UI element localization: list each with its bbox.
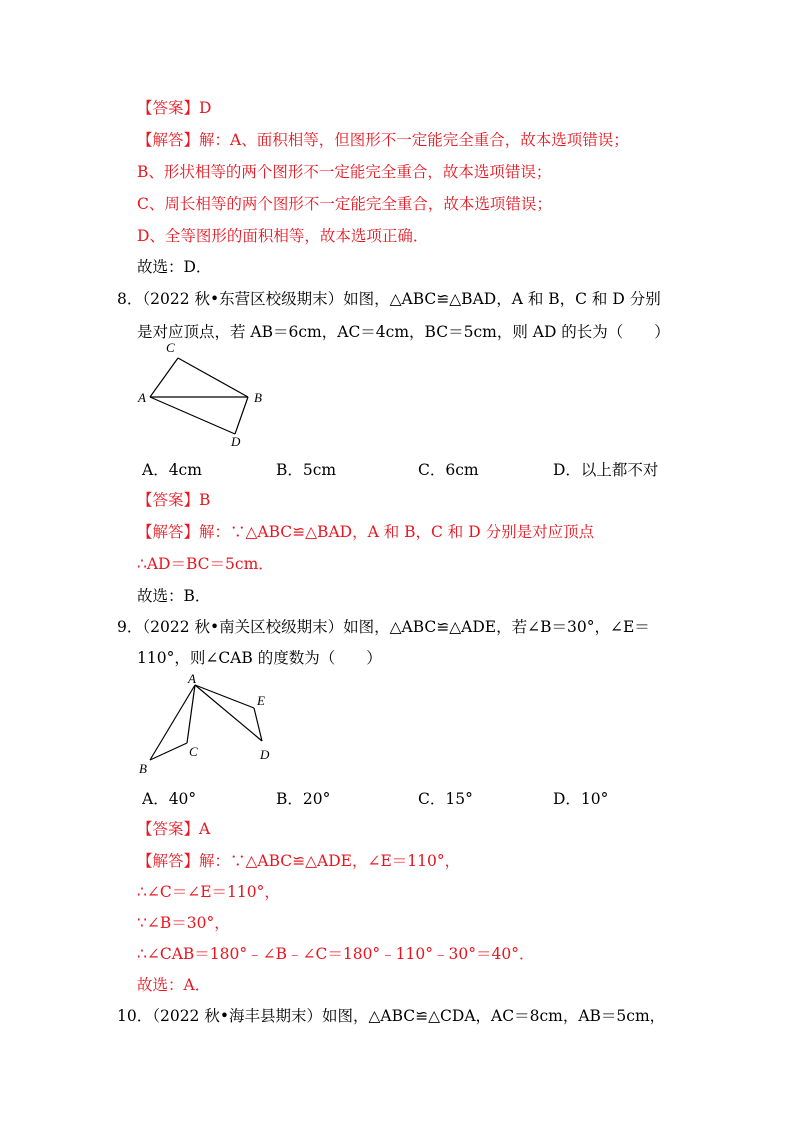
q9-segment-AC	[187, 685, 195, 743]
q9-answer: 【答案】A	[137, 820, 211, 838]
q9-analysis-line-4: ∴∠CAB＝180°﹣∠B﹣∠C＝180°﹣110°﹣30°＝40°．	[137, 945, 535, 963]
q7-analysis-line-2: B、形状相等的两个图形不一定能完全重合，故本选项错误；	[137, 163, 552, 181]
q7-answer: 【答案】D	[137, 99, 212, 117]
q8-stem-line-1: 8．（2022 秋•东营区校级期末）如图，△ABC≌△BAD，A 和 B，C 和 D 分别	[117, 290, 661, 308]
q7-analysis-line-3: C、周长相等的两个图形不一定能完全重合，故本选项错误；	[137, 195, 552, 213]
q9-label-C: C	[189, 744, 198, 759]
q9-option-a: A．40°	[142, 790, 197, 808]
q8-analysis-line-2: ∴AD＝BC＝5cm．	[137, 555, 274, 573]
q8-option-c: C．6cm	[418, 461, 479, 479]
q10-stem: 10．（2022 秋•海丰县期末）如图，△ABC≌△CDA，AC＝8cm，AB＝5cm，	[117, 1007, 666, 1025]
q8-analysis-line-1: 【解答】解：∵△ABC≌△BAD，A 和 B，C 和 D 分别是对应顶点	[137, 523, 595, 541]
q7-analysis-line-1: 【解答】解：A、面积相等，但图形不一定能完全重合，故本选项错误；	[137, 131, 629, 149]
q8-option-b: B．5cm	[276, 461, 337, 479]
q9-analysis-line-2: ∴∠C＝∠E＝110°，	[137, 883, 280, 901]
q9-analysis-line-1: 【解答】解：∵△ABC≌△ADE，∠E＝110°，	[137, 852, 461, 870]
q8-option-d: D．以上都不对	[553, 461, 659, 479]
q9-label-D: D	[260, 747, 270, 762]
q8-stem-line-2: 是对应顶点，若 AB＝6cm，AC＝4cm，BC＝5cm，则 AD 的长为（ ）	[137, 323, 670, 341]
q9-segment-AD	[195, 685, 262, 741]
q8-segment-AD	[150, 397, 235, 434]
q8-answer: 【答案】B	[137, 491, 211, 509]
q8-segment-CA	[150, 358, 178, 397]
q8-option-a: A．4cm	[142, 461, 202, 479]
q9-segment-AE	[195, 685, 254, 708]
q9-option-c: C．15°	[418, 790, 473, 808]
q9-label-E: E	[257, 693, 265, 708]
q8-choice: 故选：B．	[137, 587, 211, 605]
q8-label-A: A	[138, 390, 146, 405]
q9-figure	[135, 668, 285, 783]
q9-option-d: D．10°	[553, 790, 609, 808]
q7-analysis-line-4: D、全等图形的面积相等，故本选项正确．	[137, 227, 429, 245]
q8-label-B: B	[254, 390, 262, 405]
q8-figure	[135, 340, 275, 450]
q7-choice: 故选：D．	[137, 258, 212, 276]
q9-choice: 故选：A．	[137, 976, 211, 994]
q9-stem-line-1: 9．（2022 秋•南关区校级期末）如图，△ABC≌△ADE，若∠B＝30°，∠E＝	[117, 618, 650, 636]
q8-label-C: C	[166, 340, 175, 355]
q8-segment-CB	[178, 358, 248, 397]
q9-analysis-line-3: ∵∠B＝30°，	[137, 914, 230, 932]
q9-label-B: B	[139, 761, 147, 776]
q8-segment-DB	[235, 397, 248, 434]
q9-label-A: A	[188, 671, 196, 686]
q9-stem-line-2: 110°，则∠CAB 的度数为（ ）	[137, 649, 382, 667]
q9-option-b: B．20°	[276, 790, 331, 808]
q8-label-D: D	[231, 434, 241, 449]
